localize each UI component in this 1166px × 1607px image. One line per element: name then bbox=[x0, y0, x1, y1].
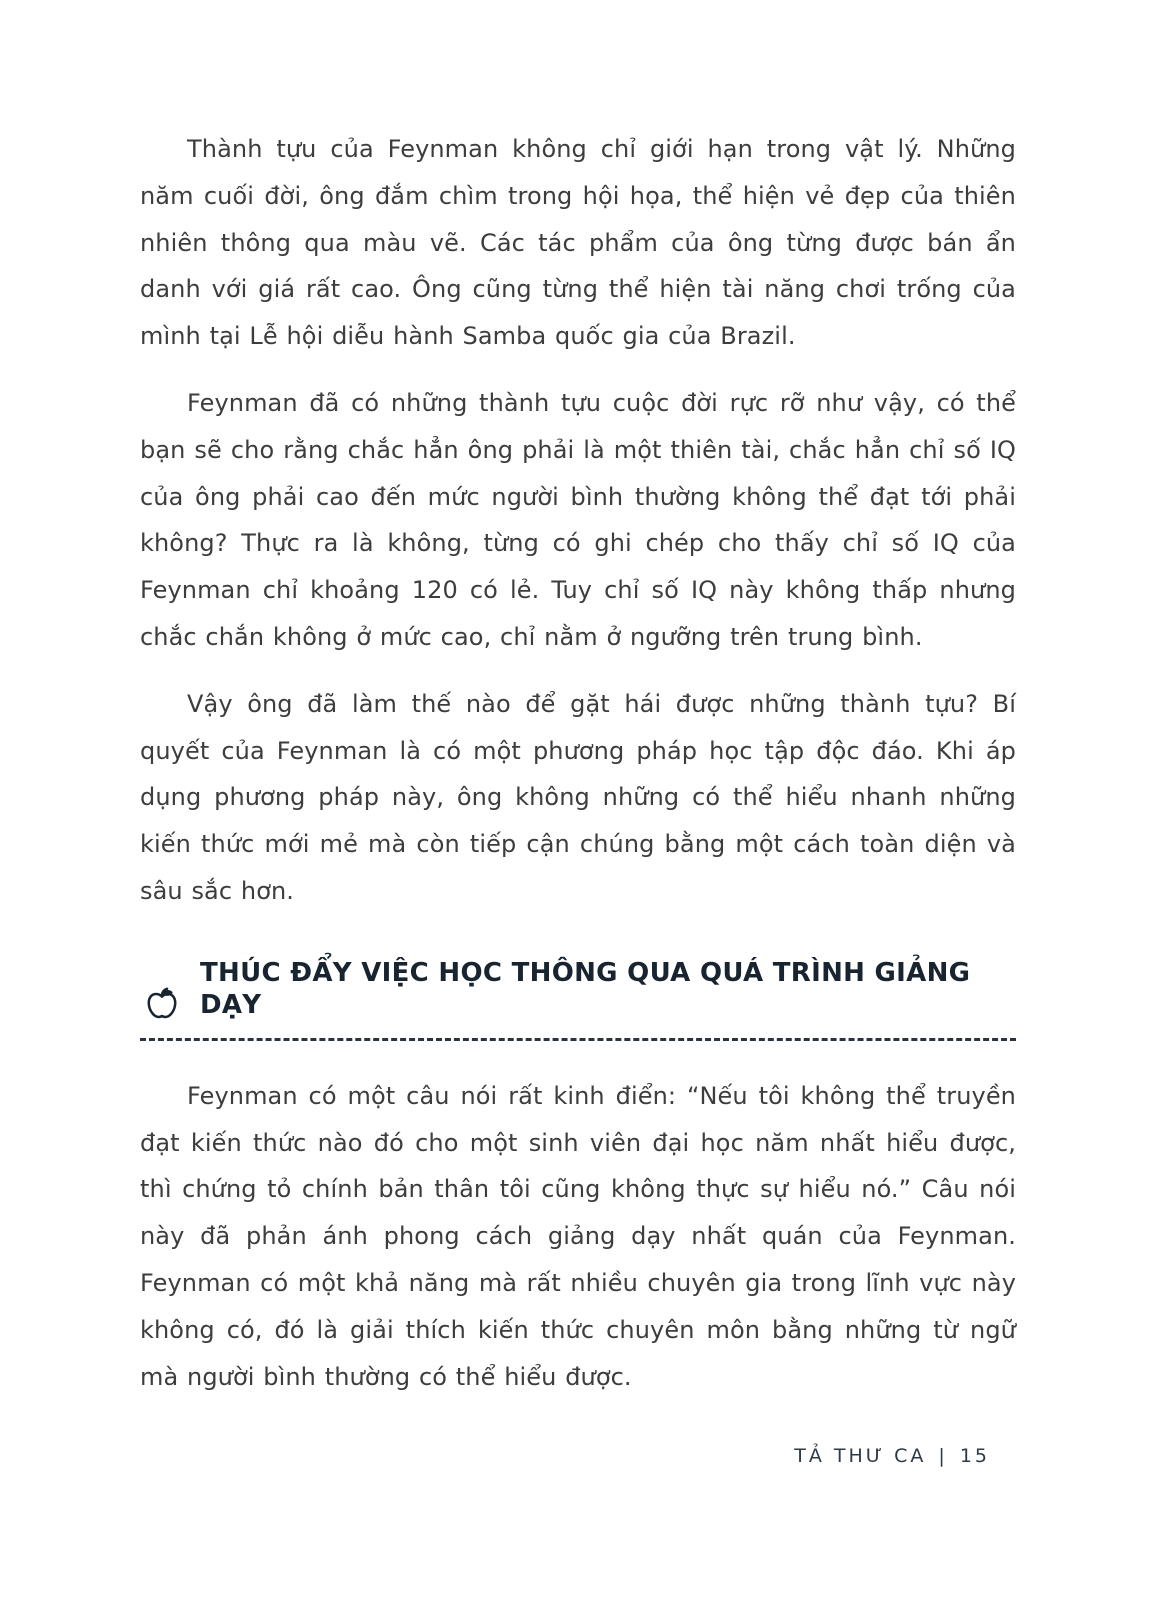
apple-icon bbox=[140, 982, 184, 1026]
footer-separator: | bbox=[938, 1445, 948, 1467]
section-heading-text: THÚC ĐẨY VIỆC HỌC THÔNG QUA QUÁ TRÌNH GIẢNG DẠY bbox=[200, 957, 971, 1021]
paragraph: Feynman có một câu nói rất kinh điển: “Nếu tôi không thể truyền đạt kiến thức nào đó cho một sinh viên đại học năm nhất hiểu được, thì chứng tỏ chính bản thân tôi cũng không thực sự hiểu nó.” Câu nói này đã phản ánh phong cách giảng dạy nhất quán của Feynman. Feynman có một khả năng mà rất nhiều chuyên gia trong lĩnh vực này không có, đó là giải thích kiến thức chuyên môn bằng những từ ngữ mà người bình thường có thể hiểu được. bbox=[140, 1081, 1016, 1391]
footer-book-title: TẢ THƯ CA bbox=[794, 1445, 927, 1467]
page-footer bbox=[794, 1445, 990, 1467]
section-heading-row bbox=[140, 957, 1016, 1041]
paragraph: Thành tựu của Feynman không chỉ giới hạn trong vật lý. Những năm cuối đời, ông đắm chìm trong hội họa, thể hiện vẻ đẹp của thiên nhiên thông qua màu vẽ. Các tác phẩm của ông từng được bán ẩn danh với giá rất cao. Ông cũng từng thể hiện tài năng chơi trống của mình tại Lễ hội diễu hành Samba quốc gia của Brazil. bbox=[140, 135, 1016, 351]
paragraph: Feynman đã có những thành tựu cuộc đời rực rỡ như vậy, có thể bạn sẽ cho rằng chắc hẳn ông phải là một thiên tài, chắc hẳn chỉ số IQ của ông phải cao đến mức người bình thường không thể đạt tới phải không? Thực ra là không, từng có ghi chép cho thấy chỉ số IQ của Feynman chỉ khoảng 120 có lẻ. Tuy chỉ số IQ này không thấp nhưng chắc chắn không ở mức cao, chỉ nằm ở ngưỡng trên trung bình. bbox=[140, 388, 1016, 651]
paragraph: Vậy ông đã làm thế nào để gặt hái được những thành tựu? Bí quyết của Feynman là có một phương pháp học tập độc đáo. Khi áp dụng phương pháp này, ông không những có thể hiểu nhanh những kiến thức mới mẻ mà còn tiếp cận chúng bằng một cách toàn diện và sâu sắc hơn. bbox=[140, 689, 1016, 905]
footer-page-number: 15 bbox=[959, 1445, 990, 1467]
